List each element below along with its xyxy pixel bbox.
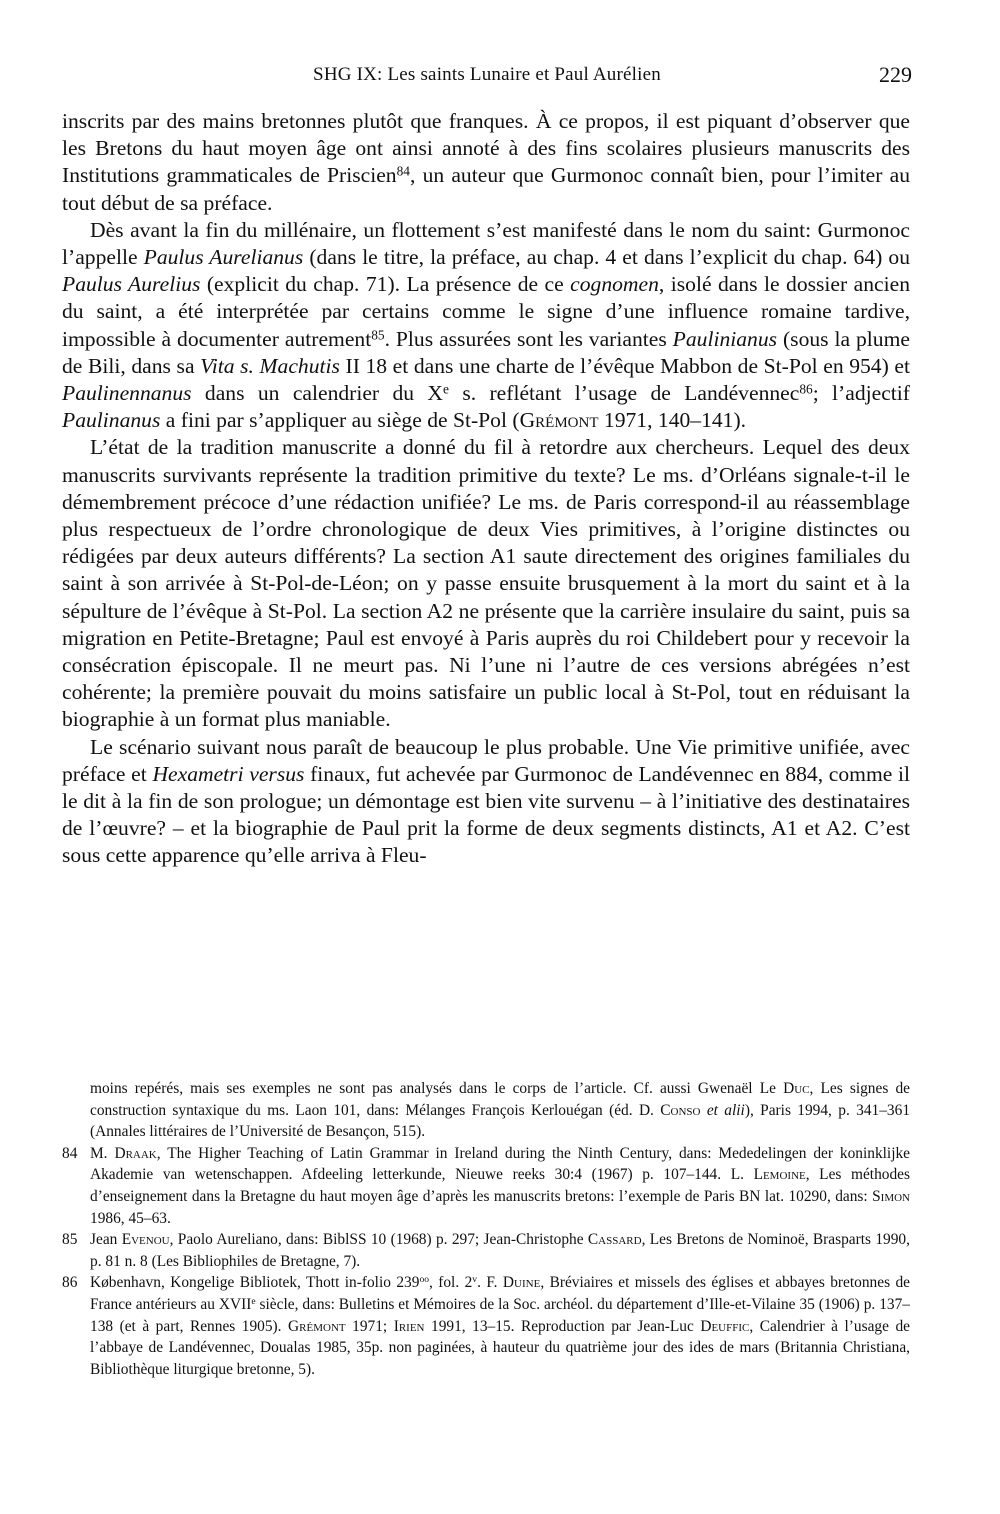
text-run: , Bréviaires et missels des églises et abbayes bretonnes de France antérieurs au XVII	[90, 1274, 911, 1313]
author-name: Duine	[502, 1274, 541, 1292]
text-run: . F.	[477, 1274, 503, 1292]
text-run: . Plus assurées sont les variantes	[384, 326, 673, 351]
italic-term: cognomen	[570, 272, 659, 297]
text-run: Jean	[90, 1231, 122, 1249]
text-run: , Les méthodes d’enseignement dans la Bretagne du haut moyen âge d’après les manuscrits bretons: l’exemple de Paris BN lat. 10290, dans:	[90, 1166, 910, 1205]
author-name: Lemoine	[753, 1166, 806, 1184]
superscript: v	[472, 1274, 478, 1286]
text-run: dans un calendrier du X	[191, 381, 444, 406]
text-run: , Les Bretons de Nominoë, Brasparts 1990, p. 81 n. 8 (Les Bibliophiles de Bretagne, 7).	[90, 1231, 910, 1270]
footnote-86	[62, 1272, 910, 1380]
text-run: Dès avant la fin du millénaire, un flottement s’est manifesté dans le nom du saint: Gurmonoc l’appelle	[62, 217, 910, 270]
text-run: moins repérés, mais ses exemples ne sont pas analysés dans le corps de l’article. Cf. aussi Gwenaël Le	[90, 1080, 784, 1097]
italic-title: Vita s. Machutis	[200, 353, 340, 378]
text-run: 1986, 45–63.	[90, 1209, 171, 1227]
author-name: Evenou	[121, 1231, 170, 1249]
italic-title: Hexametri versus	[152, 761, 305, 786]
text-run: (dans le titre, la préface, au chap. 4 et dans l’explicit du chap. 64) ou	[303, 245, 911, 270]
footnote-number: 86	[62, 1274, 78, 1292]
text-run: II 18 et dans une charte de l’évêque Mabbon de St-Pol en 954) et	[339, 353, 910, 378]
superscript: e	[251, 1296, 256, 1308]
text-run: (explicit du chap. 71). La présence de ce	[200, 272, 571, 297]
author-name: Duc	[783, 1080, 810, 1097]
italic-name: Paulinianus	[672, 326, 778, 351]
text-run: 1971;	[345, 1317, 394, 1335]
italic-term: et alii	[706, 1101, 745, 1119]
text-run: M.	[90, 1144, 115, 1162]
superscript: e	[443, 381, 449, 397]
author-name: Conso	[660, 1101, 701, 1119]
text-run: (sous la plume de Bili, dans sa	[62, 326, 910, 378]
italic-name: Paulinennanus	[62, 381, 192, 406]
italic-name: Paulinanus	[62, 408, 161, 433]
footnote-ref-84: 84	[396, 163, 410, 179]
text-run: , Calendrier à l’usage de l’abbaye de Landévennec, Doualas 1985, 35p. non paginées, à hauteur du quatrième jour des ides de mars (Britannia Christiana, Bibliothèque liturgique bretonne, 5).	[90, 1317, 910, 1378]
text-run: inscrits par des mains bretonnes plutôt que franques. À ce propos, il est piquant d’observer que les Bretons du haut moyen âge ont ainsi annoté à des fins scolaires plusieurs manuscrits des Institutions grammaticales de Priscien	[62, 109, 910, 188]
text-run: finaux, fut achevée par Gurmonoc de Landévennec en 884, comme il le dit à la fin de son prologue; un démontage est bien vite survenu – à l’initiative des destinataires de l’œuvre? – et la biographie de Paul prit la forme de deux segments distincts, A1 et A2. C’est sous cette apparence qu’elle arriva à Fleu-	[62, 761, 910, 868]
footnote-number: 85	[62, 1231, 78, 1249]
text-run: s. reflétant l’usage de Landévennec	[448, 381, 800, 406]
author-name: Deuffic	[700, 1317, 750, 1335]
text-run: ), Paris 1994, p. 341–361 (Annales littéraires de l’Université de Besançon, 515).	[90, 1101, 911, 1141]
footnote-number: 84	[62, 1144, 78, 1162]
footnote-ref-85: 85	[371, 326, 385, 342]
text-run: , Paolo Aureliano, dans: BiblSS 10 (1968) p. 297; Jean-Christophe	[169, 1231, 588, 1249]
footnote-85	[62, 1229, 910, 1272]
italic-name: Paulus Aurelius	[62, 272, 201, 297]
text-run: siècle, dans: Bulletins et Mémoires de la Soc. archéol. du département d’Ille-et-Vilaine 35 (1906) p. 137–138 (et à part, Rennes 1905).	[90, 1295, 910, 1335]
text-run: 1991, 13–15. Reproduction par Jean-Luc	[424, 1317, 701, 1335]
footnote-84	[62, 1143, 910, 1229]
text-run: , isolé dans le dossier ancien du saint, a été interprétée par certains comme le signe d’une influence romaine tardive, impossible à documenter autrement	[62, 272, 910, 351]
text-run: 1971, 140–141).	[598, 408, 747, 433]
running-title: SHG IX: Les saints Lunaire et Paul Aurélien	[313, 64, 661, 85]
text-run: , un auteur que Gurmonoc connaît bien, pour l’imiter au tout début de sa préface.	[62, 163, 911, 215]
paragraph-4	[62, 734, 910, 870]
author-name: Draak	[114, 1144, 157, 1162]
text-run: , Les signes de construction syntaxique du ms. Laon 101, dans: Mélanges François Kerlouégan (éd. D.	[90, 1080, 910, 1119]
running-header	[62, 64, 912, 98]
author-name: Grémont	[288, 1317, 346, 1335]
text-run: ; l’adjectif	[812, 381, 910, 406]
author-name: Irien	[393, 1317, 425, 1335]
footnote-ref-86: 86	[799, 381, 813, 397]
author-name: Grémont	[519, 408, 599, 433]
paragraph-3: L’état de la tradition manuscrite a donné du fil à retordre aux chercheurs. Lequel des deux manuscrits survivants représente la tradition primitive du texte? Le ms. d’Orléans signale-t-il le démembrement précoce d’une rédaction unifiée? Le ms. de Paris correspond-il au réassemblage plus respectueux de l’ordre chronologique de deux Vies primitives, à l’origine distinctes ou rédigées par deux auteurs différents? La section A1 saute directement des origines familiales du saint à son arrivée à St-Pol-de-Léon; on y passe ensuite brusquement à la mort du saint et à la sépulture de l’évêque à St-Pol. La section A2 ne présente que la carrière insulaire du saint, puis sa migration en Petite-Bretagne; Paul est envoyé à Paris auprès du roi Childebert pour y recevoir la consécration épiscopale. Il ne meurt pas. Ni l’une ni l’autre de ces versions abrégées n’est cohérente; la première pouvait du moins satisfaire un public local à St-Pol, tout en réduisant la biographie à un format plus maniable.	[62, 435, 910, 732]
footnote-continuation	[62, 1078, 910, 1143]
text-run: , The Higher Teaching of Latin Grammar in Ireland during the Ninth Century, dans: Mededelingen der koninklijke Akademie van wetenschappen. Afdeeling letterkunde, Nieuwe reeks 30:4 (1967) p. 107–144. L.	[90, 1144, 910, 1184]
text-run: Le scénario suivant nous paraît de beaucoup le plus probable. Une Vie primitive unifiée, avec préface et	[62, 734, 910, 786]
paragraph-2	[62, 217, 910, 435]
author-name: Cassard	[587, 1231, 642, 1249]
paragraph-1	[62, 108, 910, 217]
italic-name: Paulus Aurelianus	[143, 245, 304, 270]
footnotes	[62, 1078, 910, 1380]
text-run: , fol. 2	[428, 1274, 473, 1292]
text-run: a fini par s’appliquer au siège de St-Pol (	[160, 408, 520, 433]
main-text	[62, 108, 910, 870]
author-name: Simon	[872, 1187, 910, 1205]
page-number: 229	[879, 62, 912, 87]
superscript: oo	[419, 1274, 429, 1286]
text-run: København, Kongelige Bibliotek, Thott in-folio 239	[90, 1274, 420, 1292]
